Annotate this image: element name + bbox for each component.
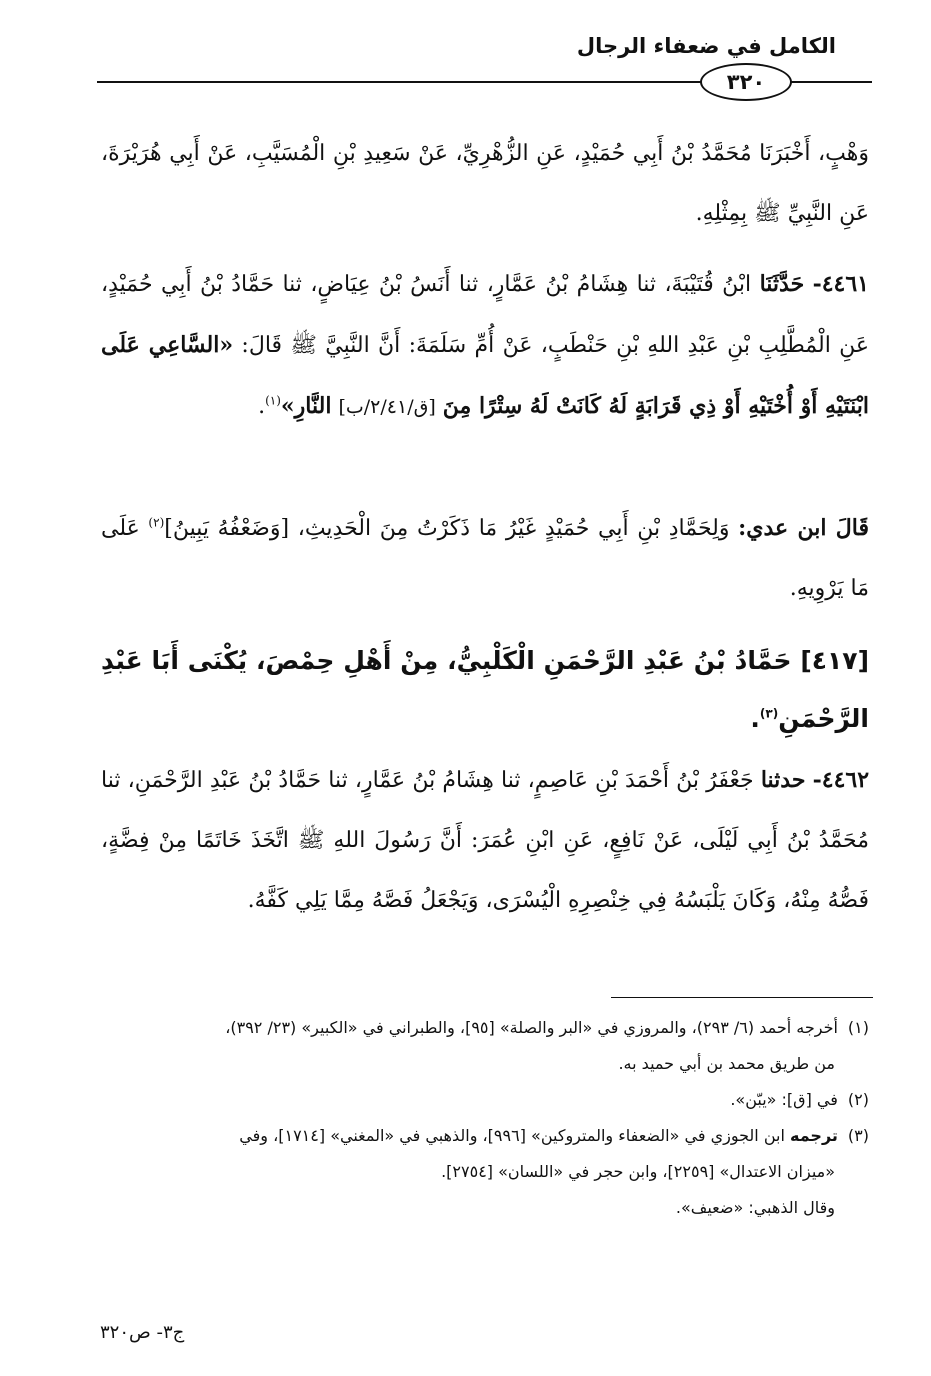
footnote-mark-2: (٢) xyxy=(148,515,165,530)
page-number: ٣٢٠ xyxy=(726,70,766,94)
entry-heading-417 xyxy=(101,632,869,748)
footnote-text: في [ق]: «يبّن». xyxy=(730,1090,838,1109)
comment-lead: قَالَ ابن عدي: xyxy=(738,515,870,541)
hadith-text: جَعْفَرُ بْنُ أَحْمَدَ بْنِ عَاصِمٍ، ثنا هِشَامُ بْنُ عَمَّارٍ، ثنا حَمَّادُ بْنُ عَبْدِ الرَّحْمَنِ، ثنا مُحَمَّدُ بْنُ أَبِي لَيْلَى، عَنْ نَافِعٍ، عَنِ ابْنِ عُمَرَ: أَنَّ رَسُولَ اللهِ ﷺ اتَّخَذَ خَاتَمًا مِنْ فِضَّةٍ، فَصُّهُ مِنْهُ، وَكَانَ يَلْبَسُهُ فِي خِنْصِرِهِ الْيُسْرَى، وَيَجْعَلُ فَصَّهُ مِمَّا يَلِي كَفَّهُ. xyxy=(101,768,869,913)
hadith-dash: - xyxy=(812,767,822,793)
footnote-text: أخرجه أحمد (٦/ ٢٩٣)، والمروزي في «البر والصلة» [٩٥]، والطبراني في «الكبير» (٢٣/ ٣٩٢)، xyxy=(225,1018,838,1037)
hadith-4462 xyxy=(101,750,869,931)
footnote-1 xyxy=(99,1010,869,1046)
volume-page-reference: ج٣- ص٣٢٠ xyxy=(100,1322,185,1343)
page-number-oval xyxy=(700,63,792,101)
footnote-3-continuation xyxy=(99,1190,869,1226)
entry-name: حَمَّادُ بْنُ عَبْدِ الرَّحْمَنِ الْكَلْبِيُّ، مِنْ أَهْلِ حِمْصَ، يُكْنَى أَبَا عَبْدِ الرَّحْمَنِ xyxy=(101,646,869,733)
footnote-text: «ميزان الاعتدال» [٢٢٥٩]، وابن حجر في «اللسان» [٢٧٥٤]. xyxy=(441,1162,835,1181)
sentence-end: . xyxy=(258,394,266,419)
entry-end: . xyxy=(750,704,760,733)
hadith-number: ٤٤٦٢ xyxy=(821,767,870,793)
narration-keyword: حَدَّثَنَا xyxy=(759,271,805,297)
footnote-separator xyxy=(611,997,873,998)
footnote-mark-3: (٣) xyxy=(759,706,779,721)
manuscript-reference: [ق/٢/٤١/ب] xyxy=(338,396,436,418)
hadith-4461 xyxy=(101,254,869,437)
footnote-mark-1: (١) xyxy=(265,393,281,408)
hadith-quote: «السَّاعِي عَلَى ابْنَتَيْهِ أَوْ أُخْتَيْهِ أَوْ ذِي قَرَابَةٍ لَهُ كَانَتْ لَهُ سِتْرًا مِنَ xyxy=(101,332,869,419)
isnad-text: ابْنُ قُتَيْبَةَ، ثنا هِشَامُ بْنُ عَمَّارٍ، ثنا أَنَسُ بْنُ عِيَاضٍ، ثنا حَمَّادُ بْنُ أَبِي حُمَيْدٍ، عَنِ الْمُطَّلِبِ بْنِ عَبْدِ اللهِ بْنِ حَنْطَبٍ، عَنْ أُمِّ سَلَمَةَ: أَنَّ النَّبِيَّ ﷺ قَالَ: xyxy=(101,272,870,358)
footnotes xyxy=(99,1010,869,1226)
ibn-adi-comment xyxy=(101,498,869,619)
hadith-quote-end: النَّارِ» xyxy=(280,393,332,419)
running-title: الكامل في ضعفاء الرجال xyxy=(576,34,836,58)
paragraph-continuation xyxy=(101,124,869,244)
footnote-text: ابن الجوزي في «الضعفاء والمتروكين» [٩٩٦]، والذهبي في «المغني» [١٧١٤]، وفي xyxy=(239,1126,785,1145)
footnote-text: وقال الذهبي: «ضعيف». xyxy=(675,1198,835,1217)
footnote-3-continuation xyxy=(99,1154,869,1190)
narration-keyword: حدثنا xyxy=(760,767,806,793)
entry-number: [٤١٧] xyxy=(800,646,869,675)
footnote-2 xyxy=(99,1082,869,1118)
hadith-number: ٤٤٦١ xyxy=(821,271,869,297)
hadith-dash: - xyxy=(812,271,822,297)
footnote-number: (١) xyxy=(847,1018,869,1037)
footnote-keyword: ترجمه xyxy=(789,1126,838,1145)
comment-text: وَلِحَمَّادِ بْنِ أَبِي حُمَيْدٍ غَيْرُ مَا ذَكَرْتُ مِنَ الْحَدِيثِ، [وَضَعْفُهُ يَبِينُ] xyxy=(164,516,730,541)
footnote-3 xyxy=(99,1118,869,1154)
footnote-text: من طريق محمد بن أبي حميد به. xyxy=(618,1054,835,1073)
footnote-1-continuation xyxy=(99,1046,869,1082)
comment-text-end: عَلَى مَا يَرْوِيهِ. xyxy=(101,516,869,601)
footnote-number: (٣) xyxy=(847,1126,869,1145)
paragraph-text: وَهْبٍ، أَخْبَرَنَا مُحَمَّدُ بْنُ أَبِي حُمَيْدٍ، عَنِ الزُّهْرِيِّ، عَنْ سَعِيدِ بْنِ الْمُسَيَّبِ، عَنْ أَبِي هُرَيْرَةَ، عَنِ النَّبِيِّ ﷺ بِمِثْلِهِ. xyxy=(101,141,869,226)
footnote-number: (٢) xyxy=(847,1090,869,1109)
